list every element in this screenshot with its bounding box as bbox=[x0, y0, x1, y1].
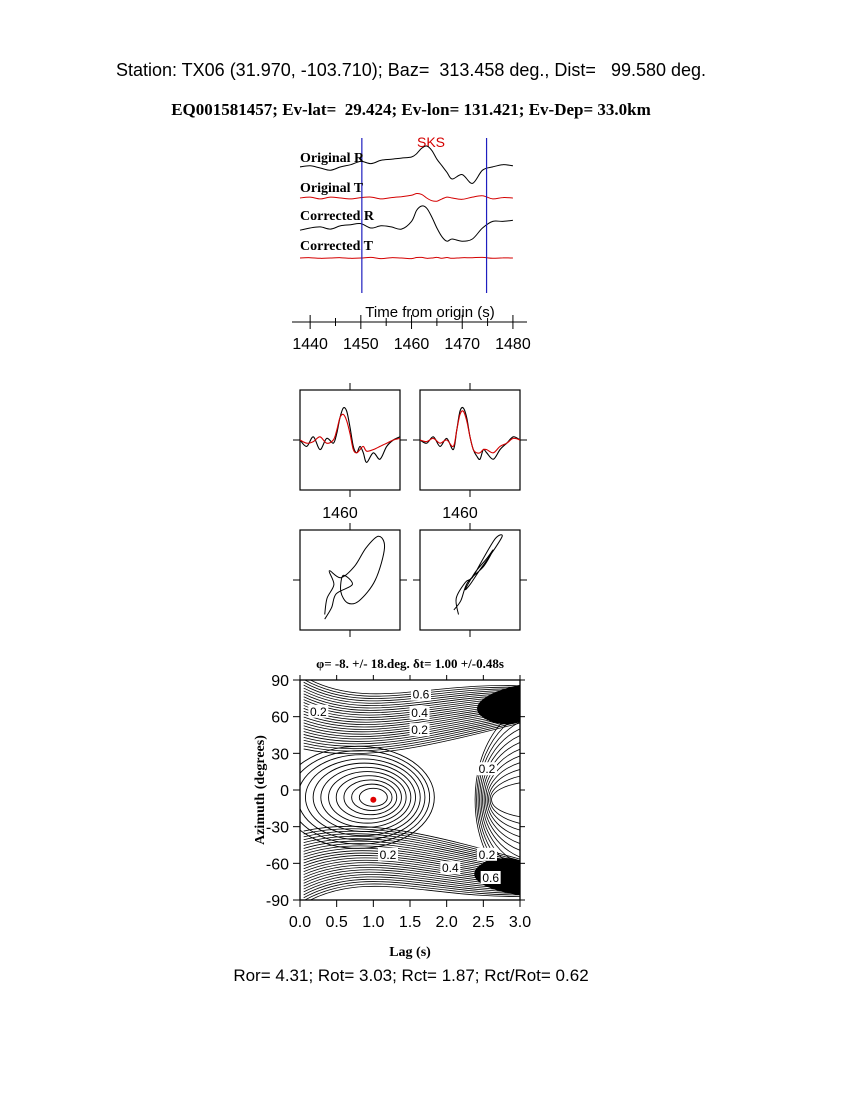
overlay-series-1 bbox=[420, 411, 520, 453]
azimuth-tick-label: 0 bbox=[280, 783, 289, 800]
contour-label: 0.2 bbox=[411, 723, 428, 738]
overlay-series-1 bbox=[300, 414, 400, 453]
contour-label: 0.2 bbox=[379, 847, 397, 862]
event-header: EQ001581457; Ev-lat= 29.424; Ev-lon= 131.421; Ev-Dep= 33.0km bbox=[171, 100, 651, 119]
particle-motion-path bbox=[454, 535, 502, 615]
trace-label-2: Corrected R bbox=[300, 209, 374, 224]
lag-tick-label: 0.0 bbox=[288, 914, 312, 931]
best-fit-point bbox=[370, 797, 376, 803]
azimuth-tick-label: 30 bbox=[271, 746, 289, 764]
time-tick-label: 1450 bbox=[343, 336, 379, 353]
analysis-window bbox=[362, 138, 487, 293]
grid-title: φ= -8. +/- 18.deg. δt= 1.00 +/-0.48s bbox=[316, 656, 504, 671]
waveform-overlay-original bbox=[293, 383, 407, 522]
trace-label-0: Original R bbox=[300, 151, 365, 166]
lag-tick-label: 1.0 bbox=[362, 914, 385, 931]
contour-label: 0.2 bbox=[478, 762, 496, 777]
overlay-tick-label: 1460 bbox=[322, 505, 358, 522]
overlay-tick-label: 1460 bbox=[442, 505, 478, 522]
azimuth-tick-label: -60 bbox=[265, 856, 289, 874]
seismogram-panel bbox=[292, 134, 531, 353]
contour-label: 0.4 bbox=[441, 861, 459, 876]
overlay-series-0 bbox=[420, 408, 520, 460]
lag-tick-label: 0.5 bbox=[325, 914, 348, 931]
contour-right bbox=[490, 775, 527, 825]
time-tick-label: 1470 bbox=[444, 336, 481, 353]
phase-label: SKS bbox=[416, 134, 446, 150]
contour-basin bbox=[305, 759, 420, 836]
azimuth-tick-label: -30 bbox=[265, 819, 289, 837]
contour-label: 0.2 bbox=[478, 847, 496, 862]
ratios-footer: Ror= 4.31; Rot= 3.03; Rct= 1.87; Rct/Rot= 0.62 bbox=[233, 966, 589, 985]
contour-basin bbox=[290, 751, 430, 845]
station-header: Station: TX06 (31.970, -103.710); Baz= 313.458 deg., Dist= 99.580 deg. bbox=[115, 60, 707, 80]
particle-motion-path bbox=[325, 536, 385, 619]
lag-tick-label: 2.0 bbox=[435, 914, 458, 931]
energy-grid-search bbox=[266, 673, 531, 931]
contour-label: 0.6 bbox=[482, 871, 500, 885]
lag-tick-label: 2.5 bbox=[472, 914, 495, 931]
contour-right bbox=[489, 768, 528, 832]
particle-motion-original bbox=[293, 523, 407, 637]
azimuth-axis-label: Azimuth (degrees) bbox=[253, 735, 268, 845]
lag-axis-label: Lag (s) bbox=[389, 945, 431, 960]
trace-label-1: Original T bbox=[300, 181, 364, 196]
azimuth-tick-label: -90 bbox=[265, 893, 289, 910]
contour-label: 0.4 bbox=[411, 706, 428, 720]
contour-basin bbox=[329, 772, 407, 824]
contour-right bbox=[492, 782, 528, 818]
trace-line-3 bbox=[300, 257, 513, 258]
waveform-overlay-corrected bbox=[413, 383, 527, 522]
time-axis-label: Time from origin (s) bbox=[365, 304, 495, 321]
time-tick-label: 1460 bbox=[393, 336, 430, 353]
time-axis bbox=[292, 315, 531, 353]
time-tick-label: 1440 bbox=[292, 336, 328, 353]
azimuth-tick-label: 60 bbox=[271, 709, 289, 727]
azimuth-tick-label: 90 bbox=[271, 673, 289, 690]
contour-basin bbox=[321, 767, 411, 827]
time-tick-label: 1480 bbox=[495, 336, 531, 353]
particle-motion-corrected bbox=[413, 523, 527, 637]
wave1-frame bbox=[420, 390, 520, 490]
trace-label-3: Corrected T bbox=[300, 239, 373, 254]
contour-label: 0.6 bbox=[412, 687, 430, 702]
trace-labels bbox=[300, 151, 375, 254]
lag-tick-label: 3.0 bbox=[508, 914, 532, 931]
contour-label: 0.2 bbox=[309, 704, 327, 719]
lag-tick-label: 1.5 bbox=[398, 914, 422, 931]
